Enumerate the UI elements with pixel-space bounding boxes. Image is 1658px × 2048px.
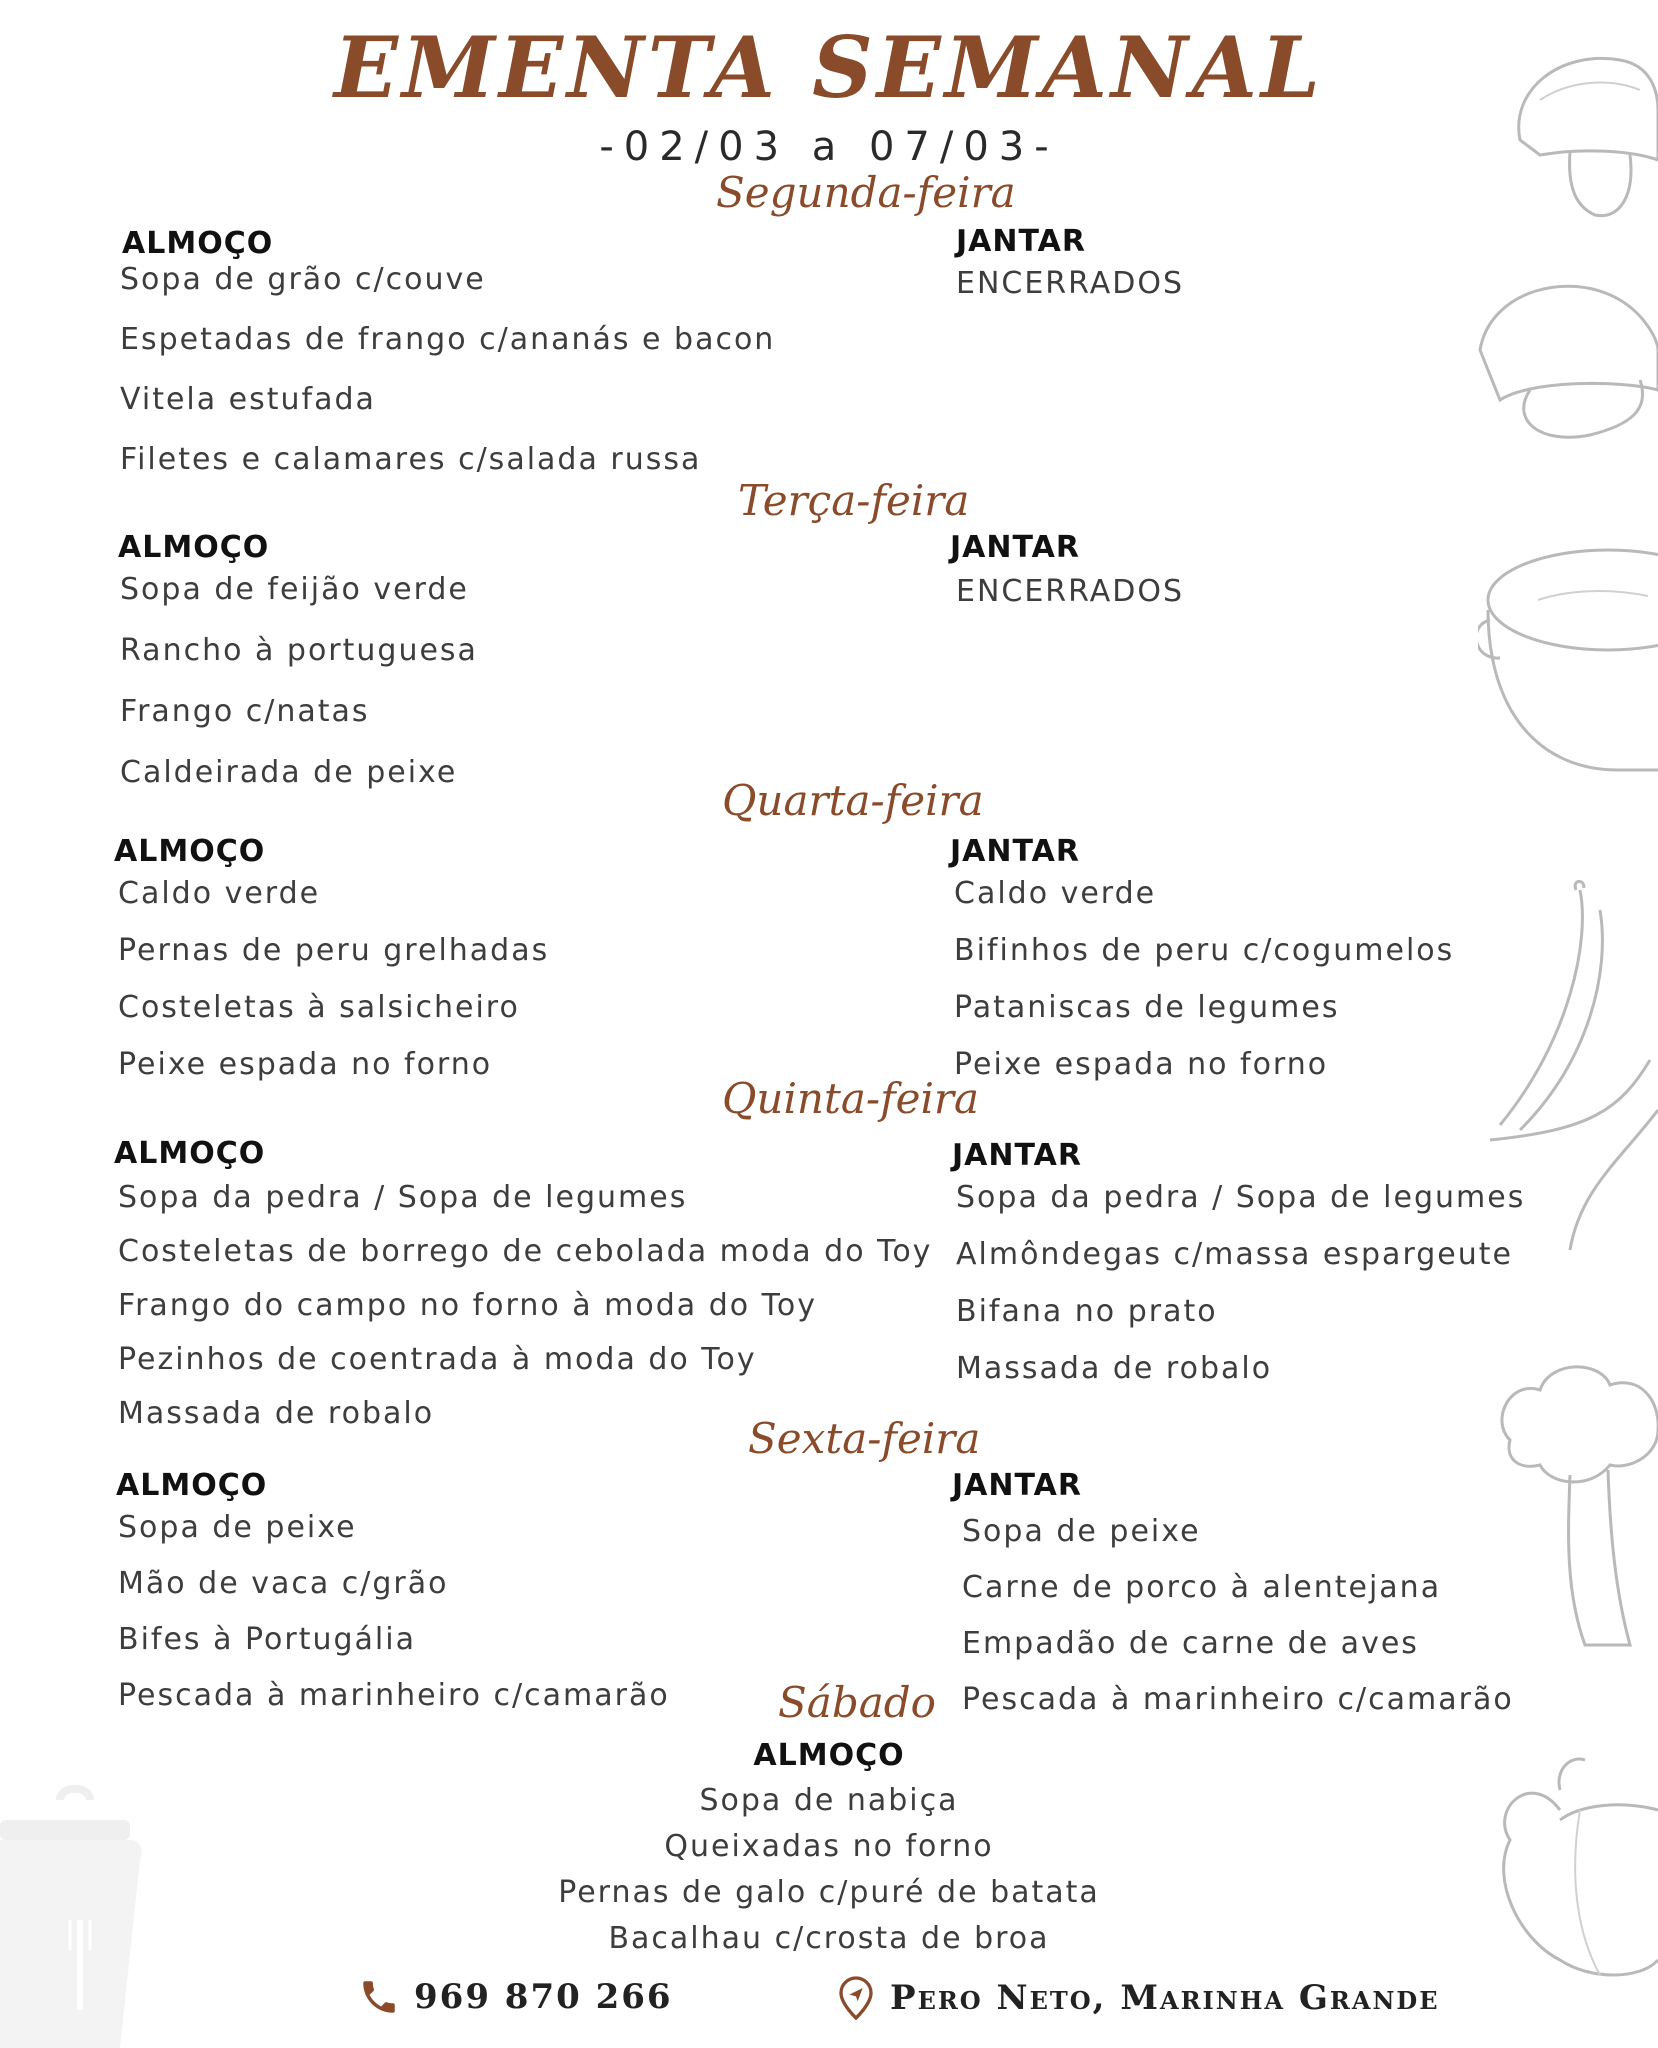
menu-item: Queixadas no forno bbox=[664, 1829, 994, 1864]
day-heading-quinta: Quinta-feira bbox=[722, 1074, 980, 1123]
menu-item: Sopa da pedra / Sopa de legumes bbox=[956, 1180, 1526, 1215]
menu-item: Empadão de carne de aves bbox=[962, 1626, 1419, 1661]
menu-item: Sopa de feijão verde bbox=[120, 572, 469, 607]
dinner-label: JANTAR bbox=[952, 1138, 1082, 1173]
day-heading-sabado: Sábado bbox=[778, 1678, 936, 1727]
lunch-list-quarta bbox=[118, 876, 549, 1104]
lunch-label: ALMOÇO bbox=[122, 226, 274, 261]
dinner-label: JANTAR bbox=[956, 224, 1086, 259]
menu-item: Filetes e calamares c/salada russa bbox=[120, 442, 702, 477]
menu-item: Sopa de peixe bbox=[962, 1514, 1201, 1549]
day-heading-segunda: Segunda-feira bbox=[716, 168, 1016, 217]
menu-item: Pezinhos de coentrada à moda do Toy bbox=[118, 1342, 757, 1377]
mushroom-sketch-icon bbox=[1470, 260, 1658, 450]
menu-item: Pescada à marinheiro c/camarão bbox=[962, 1682, 1514, 1717]
menu-item: Caldo verde bbox=[954, 876, 1157, 911]
menu-item: Vitela estufada bbox=[120, 382, 376, 417]
menu-item: ENCERRADOS bbox=[956, 266, 1185, 301]
menu-item: Frango do campo no forno à moda do Toy bbox=[118, 1288, 817, 1323]
dinner-list-sexta bbox=[962, 1514, 1514, 1738]
dinner-list-quarta bbox=[954, 876, 1454, 1104]
menu-item: Costeletas à salsicheiro bbox=[118, 990, 520, 1025]
menu-item: Pernas de galo c/puré de batata bbox=[558, 1875, 1100, 1910]
soup-pot-sketch-icon bbox=[1478, 530, 1658, 790]
dinner-list-terca bbox=[956, 574, 1184, 609]
phone-number: 969 870 266 bbox=[414, 1977, 673, 2017]
lunch-list-sabado bbox=[0, 1778, 1658, 1962]
menu-item: Almôndegas c/massa espargeute bbox=[956, 1237, 1513, 1272]
day-heading-terca: Terça-feira bbox=[738, 476, 970, 525]
menu-item: Sopa de peixe bbox=[118, 1510, 357, 1545]
menu-item: Peixe espada no forno bbox=[954, 1047, 1329, 1082]
menu-item: Carne de porco à alentejana bbox=[962, 1570, 1442, 1605]
menu-item: Bifana no prato bbox=[956, 1294, 1218, 1329]
location-pin-icon bbox=[836, 1976, 876, 2020]
day-heading-sexta: Sexta-feira bbox=[748, 1414, 981, 1463]
menu-item: Caldeirada de peixe bbox=[120, 755, 458, 790]
dinner-list-segunda bbox=[956, 266, 1184, 301]
menu-item: Pataniscas de legumes bbox=[954, 990, 1340, 1025]
lunch-label: ALMOÇO bbox=[114, 1136, 266, 1171]
menu-item: Pescada à marinheiro c/camarão bbox=[118, 1678, 670, 1713]
menu-item: Mão de vaca c/grão bbox=[118, 1566, 449, 1601]
menu-item: Caldo verde bbox=[118, 876, 321, 911]
dinner-label: JANTAR bbox=[950, 530, 1080, 565]
menu-item: Massada de robalo bbox=[956, 1351, 1273, 1386]
lunch-label: ALMOÇO bbox=[118, 530, 270, 565]
menu-item: ENCERRADOS bbox=[956, 574, 1185, 609]
menu-item: Rancho à portuguesa bbox=[120, 633, 478, 668]
lunch-list-sexta bbox=[118, 1510, 670, 1734]
lunch-list-segunda bbox=[120, 262, 775, 502]
menu-item: Bifinhos de peru c/cogumelos bbox=[954, 933, 1455, 968]
menu-item: Sopa de grão c/couve bbox=[120, 262, 486, 297]
phone-icon bbox=[358, 1976, 400, 2018]
menu-item: Sopa da pedra / Sopa de legumes bbox=[118, 1180, 688, 1215]
menu-item: Bifes à Portugália bbox=[118, 1622, 416, 1657]
menu-item: Espetadas de frango c/ananás e bacon bbox=[120, 322, 776, 357]
menu-item: Costeletas de borrego de cebolada moda do Toy bbox=[118, 1234, 933, 1269]
lunch-list-terca bbox=[120, 572, 478, 816]
lunch-label: ALMOÇO bbox=[753, 1738, 905, 1773]
menu-item: Frango c/natas bbox=[120, 694, 370, 729]
menu-title: EMENTA SEMANAL bbox=[333, 18, 1324, 117]
menu-item: Peixe espada no forno bbox=[118, 1047, 493, 1082]
menu-item: Bacalhau c/crosta de broa bbox=[608, 1921, 1050, 1956]
menu-item: Sopa de nabiça bbox=[699, 1783, 959, 1818]
dinner-list-quinta bbox=[956, 1180, 1525, 1408]
footer-address[interactable] bbox=[836, 1976, 1440, 2020]
day-heading-quarta: Quarta-feira bbox=[722, 776, 984, 825]
address-text: Pero Neto, Marinha Grande bbox=[890, 1978, 1440, 2018]
lunch-list-quinta bbox=[118, 1180, 932, 1450]
dinner-label: JANTAR bbox=[950, 834, 1080, 869]
menu-date-range: -02/03 a 07/03- bbox=[599, 124, 1059, 170]
lunch-label: ALMOÇO bbox=[116, 1468, 268, 1503]
menu-item: Massada de robalo bbox=[118, 1396, 435, 1431]
dinner-label: JANTAR bbox=[952, 1468, 1082, 1503]
footer-phone[interactable] bbox=[358, 1976, 673, 2018]
lunch-label: ALMOÇO bbox=[114, 834, 266, 869]
menu-item: Pernas de peru grelhadas bbox=[118, 933, 550, 968]
